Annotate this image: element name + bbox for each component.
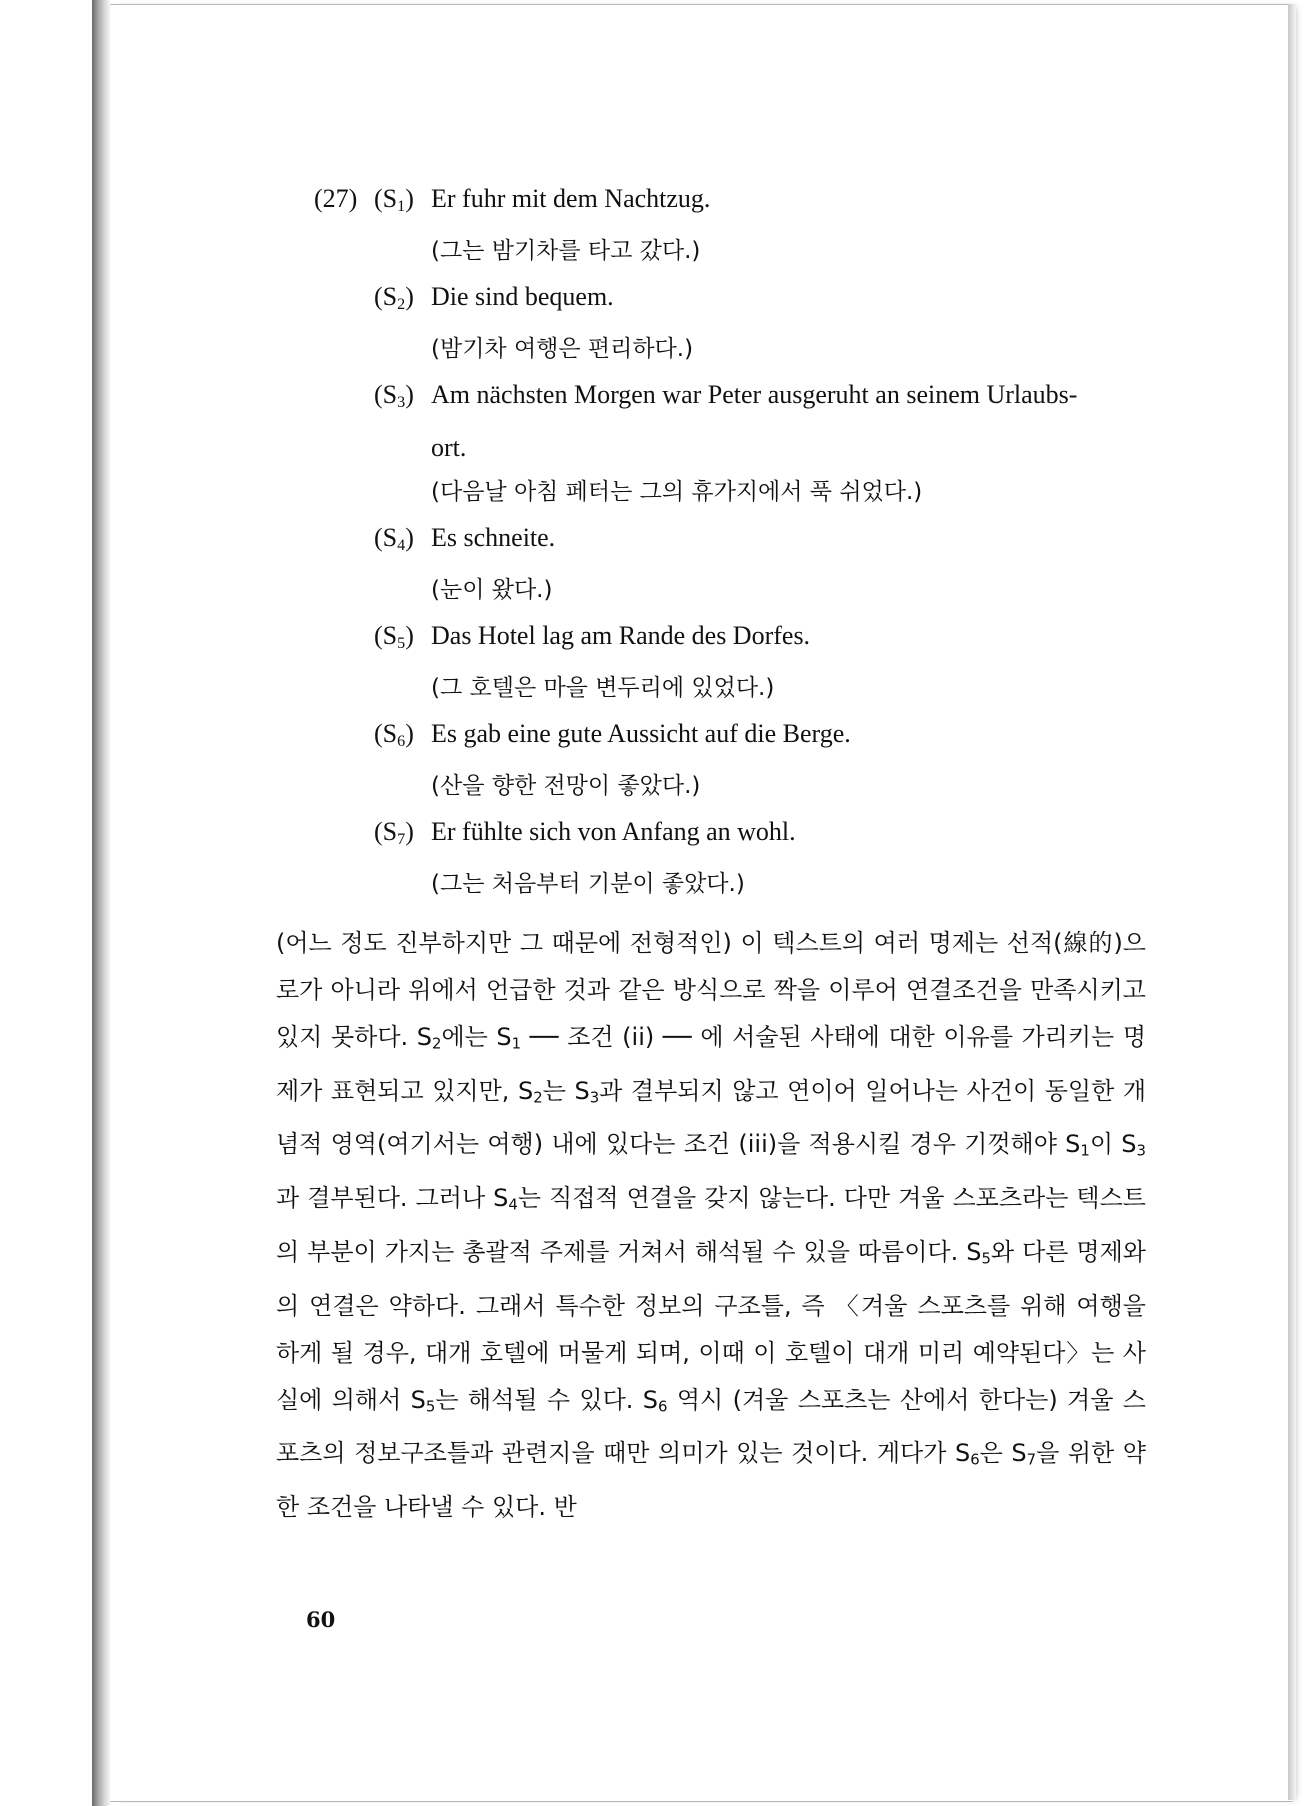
korean-translation: (그는 밤기차를 타고 갔다.)	[431, 238, 701, 265]
korean-translation: (눈이 왔다.)	[431, 577, 553, 604]
german-sentence: Das Hotel lag am Rande des Dorfes.	[431, 621, 811, 651]
sentence-label: $(S_7)$	[374, 817, 414, 849]
german-sentence: Die sind bequem.	[431, 282, 614, 312]
sentence-label: $(S_2)$	[374, 282, 414, 314]
example-line	[314, 711, 1154, 764]
german-sentence: Es gab eine gute Aussicht auf die Berge.	[431, 719, 851, 749]
example-line	[314, 809, 1154, 862]
sentence-label: $(S_3)$	[374, 380, 414, 412]
example-line	[314, 613, 1154, 666]
body-paragraph: (어느 정도 진부하지만 그 때문에 전형적인) 이 텍스트의 여러 명제는 선적(線的)으로가 아니라 위에서 언급한 것과 같은 방식으로 짝을 이루어 연결조건을 만족시키고 있지 못하다. $S_2$에는 $S_1$ ── 조건 (ii) ── 에 서술된 사태에 대한 이유를 가리키는 명제가 표현되고 있지만, $S_2$는 $S_3$과 결부되지 않고 연이어 일어나는 사건이 동일한 개념적 영역(여기서는 여행) 내에 있다는 조건 (iii)을 적용시킬 경우 기껏해야 $S_1$이 $S_3$과 결부된다. 그러나 $S_4$는 직접적 연결을 갖지 않는다. 다만 겨울 스포츠라는 텍스트의 부분이 가지는 총괄적 주제를 거쳐서 해석될 수 있을 따름이다. $S_5$와 다른 명제와의 연결은 약하다. 그래서 특수한 정보의 구조틀, 즉 〈겨울 스포츠를 위해 여행을 하게 될 경우, 대개 호텔에 머물게 되며, 이때 이 호텔이 대개 미리 예약된다〉는 사실에 의해서 $S_5$는 해석될 수 있다. $S_6$ 역시 (겨울 스포츠는 산에서 한다는) 겨울 스포츠의 정보구조틀과 관련지을 때만 의미가 있는 것이다. 게다가 $S_6$은 $S_7$을 위한 약한 조건을 나타낼 수 있다. 반	[276, 929, 1147, 1522]
german-sentence: Er fuhr mit dem Nachtzug.	[431, 184, 711, 213]
example-line	[314, 372, 1154, 425]
sentence-label: $(S_1)$	[374, 184, 414, 216]
example-line	[314, 176, 1154, 229]
korean-translation: (산을 향한 전망이 좋았다.)	[431, 773, 701, 800]
german-sentence-continuation: ort.	[431, 433, 467, 463]
korean-translation: (다음날 아침 페터는 그의 휴가지에서 푹 쉬었다.)	[431, 479, 923, 506]
german-sentence: Es schneite.	[431, 523, 556, 553]
german-sentence: Er fühlte sich von Anfang an wohl.	[431, 817, 796, 847]
korean-translation: (그 호텔은 마을 변두리에 있었다.)	[431, 675, 775, 702]
sentence-label: $(S_6)$	[374, 719, 414, 751]
page-edge-shadow	[1288, 4, 1296, 1800]
example-line	[314, 515, 1154, 568]
korean-translation: (그는 처음부터 기분이 좋았다.)	[431, 871, 745, 898]
german-sentence: Am nächsten Morgen war Peter ausgeruht an seinem Urlaubs-	[431, 380, 1078, 410]
sentence-label: $(S_5)$	[374, 621, 414, 653]
example-number: (27)	[314, 184, 358, 213]
page-number: 60	[306, 1607, 336, 1632]
korean-translation: (밤기차 여행은 편리하다.)	[431, 336, 694, 363]
sentence-label: $(S_4)$	[374, 523, 414, 555]
book-spine	[92, 0, 110, 1806]
example-block	[314, 176, 1154, 907]
example-line	[314, 274, 1154, 327]
